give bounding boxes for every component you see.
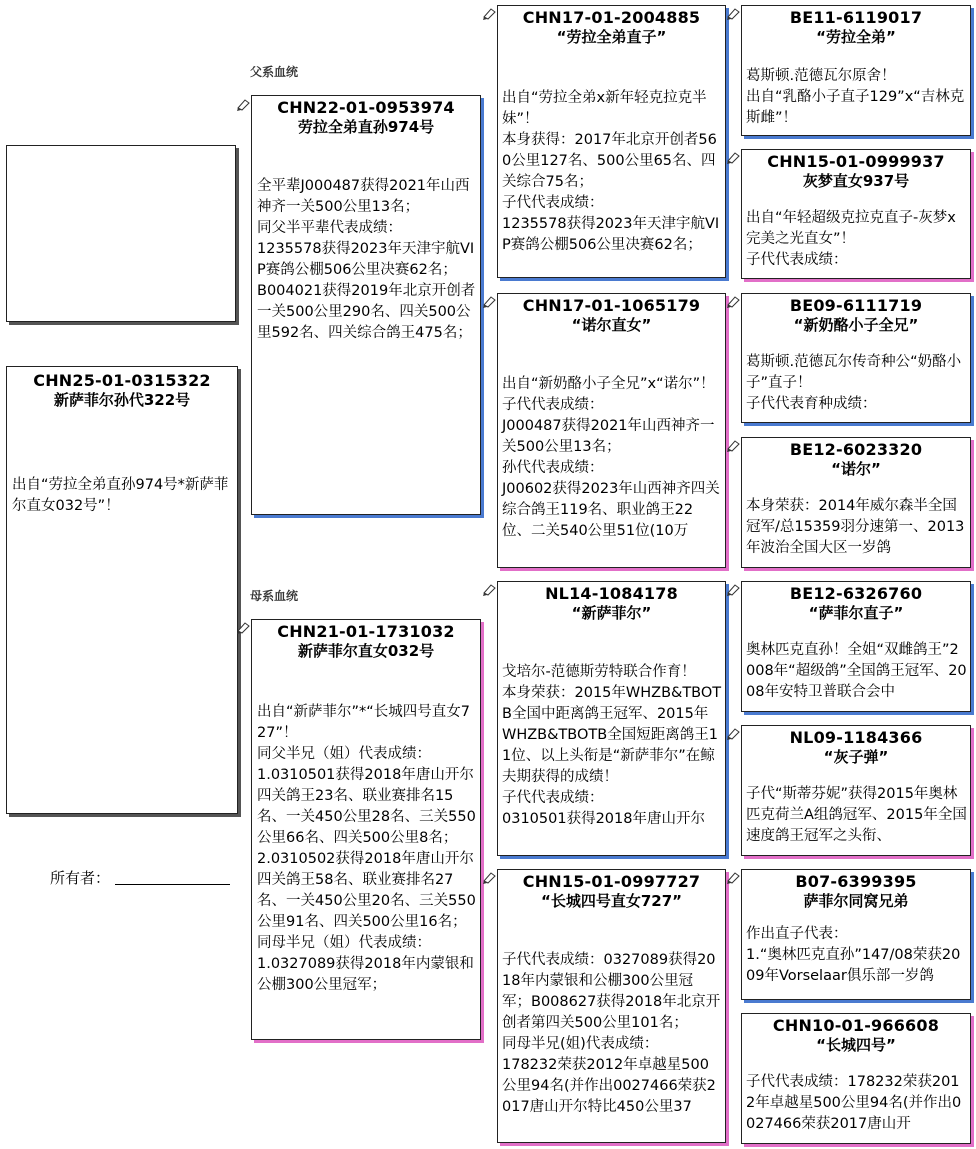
dam-sire-ring: NL14-1084178 [545,584,678,603]
ssd-card[interactable] [741,149,971,279]
edit-icon[interactable] [726,870,741,885]
dds-name: 萨菲尔同窝兄弟 [803,891,909,910]
owner-label: 所有者： [50,869,111,887]
ssd-desc: 出自“年轻超级克拉克直子-灰梦x完美之光直女”！ 子代代表成绩： [746,209,956,268]
ddd-ring: CHN10-01-966608 [772,1016,940,1035]
edit-icon[interactable] [726,438,741,453]
owner-field[interactable] [115,884,230,885]
dam-sire-name: “新萨菲尔” [571,603,652,622]
sire-ring: CHN22-01-0953974 [277,98,455,117]
sire-sire-ring: CHN17-01-2004885 [522,8,701,27]
sdd-desc: 本身荣获：2014年威尔森半全国冠军/总15359羽分速第一、2013年波治全国大区一岁鸽 [746,497,965,556]
subject-name: 新萨菲尔孙代322号 [53,390,191,409]
sdd-ring: BE12-6023320 [789,440,923,459]
dam-dam-ring: CHN15-01-0997727 [522,872,701,891]
sire-card[interactable] [251,95,481,515]
dam-dam-name: “长城四号直女727” [540,891,683,910]
edit-icon[interactable] [726,294,741,309]
edit-icon[interactable] [482,870,497,885]
edit-icon[interactable] [236,97,251,112]
subject-desc: 出自“劳拉全弟直孙974号*新萨菲尔直女032号”！ [12,476,229,514]
sire-desc: 全平辈J000487获得2021年山西神齐一关500公里13名； 同父半平辈代表成绩： 1235578获得2023年天津宇航VIP赛鸽公棚506公里决赛62名； B004021获得2019年北京开创者一关500公里290名、四关500公里592名、四关综合鸽王475名； [257,177,476,341]
ddd-desc: 子代代表成绩：178232荣获2012年卓越星500公里94名(并作出0027466荣获2017唐山开 [746,1073,962,1132]
sss-desc: 葛斯顿.范德瓦尔原舍！ 出自“乳酪小子直子129”x“吉林克斯雌”！ [746,67,965,126]
sss-card[interactable] [741,5,971,136]
dam-dam-desc: 子代代表成绩：0327089获得2018年内蒙银和公棚300公里冠军；B008627获得2018年北京开创者第四关500公里101名； 同母半兄(姐)代表成绩： 178232荣获2012年卓越星500公里94名(并作出0027466荣获2017唐山开尔特比450公里37 [502,951,721,1115]
edit-icon[interactable] [726,726,741,741]
dam-sire-desc: 戈培尔-范德斯劳特联合作育！ 本身荣获：2015年WHZB&TBOTB全国中距离鸽王冠军、2015年WHZB&TBOTB全国短距离鸽王11位、以上头衔是“新萨菲尔”在鲸夫期获得的成绩！ 子代代表成绩： 0310501获得2018年唐山开尔 [502,663,722,827]
ddd-card[interactable] [741,1013,971,1144]
sire-dam-ring: CHN17-01-1065179 [522,296,701,315]
dsd-card[interactable] [741,725,971,856]
dam-card[interactable] [251,619,481,1040]
dam-desc: 出自“新萨菲尔”*“长城四号直女727”！ 同父半兄（姐）代表成绩： 1.0310501获得2018年唐山开尔四关鸽王23名、联业赛排名15名、一关450公里28名、三关550公里66名、四关500公里8名； 2.0310502获得2018年唐山开尔四关鸽王58名、联业赛排名27名、一关450公里20名、三关550公里91名、四关500公里16名； 同母半兄（姐）代表成绩： 1.0327089获得2018年内蒙银和公棚300公里冠军； [257,703,476,994]
sds-ring: BE09-6111719 [789,296,923,315]
dsd-name: “灰子弹” [823,747,889,766]
ddd-name: “长城四号” [816,1035,896,1054]
dss-desc: 奥林匹克直孙！全姐“双雌鸽王”2008年“超级鸽”全国鸽王冠军、2008年安特卫普联合会中 [746,641,967,700]
sss-name: “劳拉全弟” [816,27,896,46]
edit-icon[interactable] [482,582,497,597]
ssd-ring: CHN15-01-0999937 [767,152,945,171]
sire-dam-desc: 出自“新奶酪小子全兄”x“诺尔”！ 子代代表成绩： J000487获得2021年山西神齐一关500公里13名； 孙代代表成绩： J00602获得2023年山西神齐四关综合鸽王119名、职业鸽王22位、二关540公里51位(10万 [502,375,720,539]
edit-icon[interactable] [482,294,497,309]
edit-icon[interactable] [482,6,497,21]
dam-ring: CHN21-01-1731032 [277,622,455,641]
sire-name: 劳拉全弟直孙974号 [297,117,435,136]
sire-line-label: 父系血统 [250,65,299,79]
dds-card[interactable] [741,869,971,1000]
sire-sire-desc: 出自“劳拉全弟x新年轻克拉克半妹”！ 本身获得：2017年北京开创者560公里127名、500公里65名、四关综合75名； 子代代表成绩： 1235578获得2023年天津宇航VIP赛鸽公棚506公里决赛62名； [502,89,720,253]
sds-name: “新奶酪小子全兄” [793,315,919,334]
sire-sire-name: “劳拉全弟直子” [556,27,667,46]
dam-sire-card[interactable] [497,581,726,856]
dsd-ring: NL09-1184366 [789,728,923,747]
sds-desc: 葛斯顿.范德瓦尔传奇种公“奶酪小子”直子！ 子代代表育种成绩： [746,353,962,412]
dsd-desc: 子代“斯蒂芬妮”获得2015年奥林匹克荷兰A组鸽冠军、2015年全国速度鸽王冠军之头衔、 [746,785,967,844]
subject-card[interactable] [6,366,238,814]
edit-icon[interactable] [726,6,741,21]
sds-card[interactable] [741,293,971,423]
edit-icon[interactable] [236,620,251,635]
dss-name: “萨菲尔直子” [808,603,904,622]
sire-dam-card[interactable] [497,293,726,568]
photo-frame [6,145,236,322]
dam-dam-card[interactable] [497,869,726,1143]
sdd-name: “诺尔” [831,459,881,478]
edit-icon[interactable] [726,582,741,597]
dam-line-label: 母系血统 [250,589,299,603]
sss-ring: BE11-6119017 [789,8,923,27]
dam-name: 新萨菲尔直女032号 [297,641,435,660]
edit-icon[interactable] [726,150,741,165]
dds-ring: B07-6399395 [795,872,917,891]
sire-sire-card[interactable] [497,5,726,278]
subject-ring: CHN25-01-0315322 [33,371,211,390]
dss-card[interactable] [741,581,971,712]
ssd-name: 灰梦直女937号 [802,171,910,190]
sdd-card[interactable] [741,437,971,568]
sire-dam-name: “诺尔直女” [571,315,652,334]
dss-ring: BE12-6326760 [789,584,923,603]
dds-desc: 作出直子代表： 1.“奥林匹克直孙”147/08荣获2009年Vorselaar俱乐部一岁鸽 [746,925,961,984]
